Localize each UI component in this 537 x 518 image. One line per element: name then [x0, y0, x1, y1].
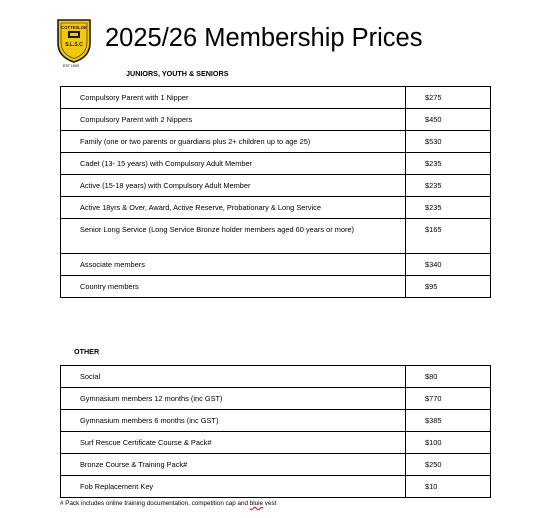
table-row: [61, 219, 491, 254]
item-price: $10: [406, 476, 491, 498]
table-row: [61, 476, 491, 498]
item-description: Compulsory Parent with 2 Nippers: [61, 109, 406, 131]
table-row: [61, 131, 491, 153]
table-row: [61, 366, 491, 388]
club-logo: [57, 17, 91, 63]
section-heading-juniors: JUNIORS, YOUTH & SENIORS: [126, 69, 229, 78]
item-price: $450: [406, 109, 491, 131]
item-price: $235: [406, 175, 491, 197]
item-description: Senior Long Service (Long Service Bronze holder members aged 60 years or more): [61, 219, 406, 254]
item-price: $340: [406, 254, 491, 276]
page-title: 2025/26 Membership Prices: [105, 24, 423, 52]
item-description: Active 18yrs & Over, Award, Active Reserve, Probationary & Long Service: [61, 197, 406, 219]
footnote-end: vest: [263, 500, 277, 507]
item-description: Gymnasium members 6 months (inc GST): [61, 410, 406, 432]
item-price: $80: [406, 366, 491, 388]
item-price: $165: [406, 219, 491, 254]
item-price: $530: [406, 131, 491, 153]
table-row: [61, 410, 491, 432]
section-heading-other: OTHER: [74, 347, 100, 356]
footnote-flagged-word: bluie: [249, 500, 264, 507]
item-price: $385: [406, 410, 491, 432]
item-price: $100: [406, 432, 491, 454]
table-row: [61, 175, 491, 197]
logo-initials-text: S.L.S.C: [65, 42, 83, 48]
item-price: $95: [406, 276, 491, 298]
item-description: Compulsory Parent with 1 Nipper: [61, 87, 406, 109]
item-description: Associate members: [61, 254, 406, 276]
table-row: [61, 276, 491, 298]
item-description: Cadet (13- 15 years) with Compulsory Adult Member: [61, 153, 406, 175]
club-crest-icon: [57, 17, 91, 63]
table-row: [61, 153, 491, 175]
table-row: [61, 432, 491, 454]
item-description: Family (one or two parents or guardians plus 2+ children up to age 25): [61, 131, 406, 153]
item-description: Surf Rescue Certificate Course & Pack#: [61, 432, 406, 454]
table-row: [61, 109, 491, 131]
footnote-text: # Pack includes online training documentation, competition cap and: [60, 500, 250, 507]
item-description: Country members: [61, 276, 406, 298]
logo-est-text: EST 1909: [63, 64, 79, 68]
item-description: Active (15-18 years) with Compulsory Adult Member: [61, 175, 406, 197]
logo-top-text: COTTESLOE: [61, 25, 87, 30]
table-row: [61, 388, 491, 410]
table-row: [61, 454, 491, 476]
table-row: [61, 197, 491, 219]
item-description: Bronze Course & Training Pack#: [61, 454, 406, 476]
other-price-table: [60, 365, 491, 498]
item-description: Social: [61, 366, 406, 388]
item-price: $275: [406, 87, 491, 109]
item-price: $250: [406, 454, 491, 476]
table-row: [61, 87, 491, 109]
item-price: $235: [406, 153, 491, 175]
juniors-price-table: [60, 86, 491, 298]
table-row: [61, 254, 491, 276]
item-price: $770: [406, 388, 491, 410]
item-price: $235: [406, 197, 491, 219]
item-description: Gymnasium members 12 months (inc GST): [61, 388, 406, 410]
footnote: [60, 500, 276, 507]
item-description: Fob Replacement Key: [61, 476, 406, 498]
